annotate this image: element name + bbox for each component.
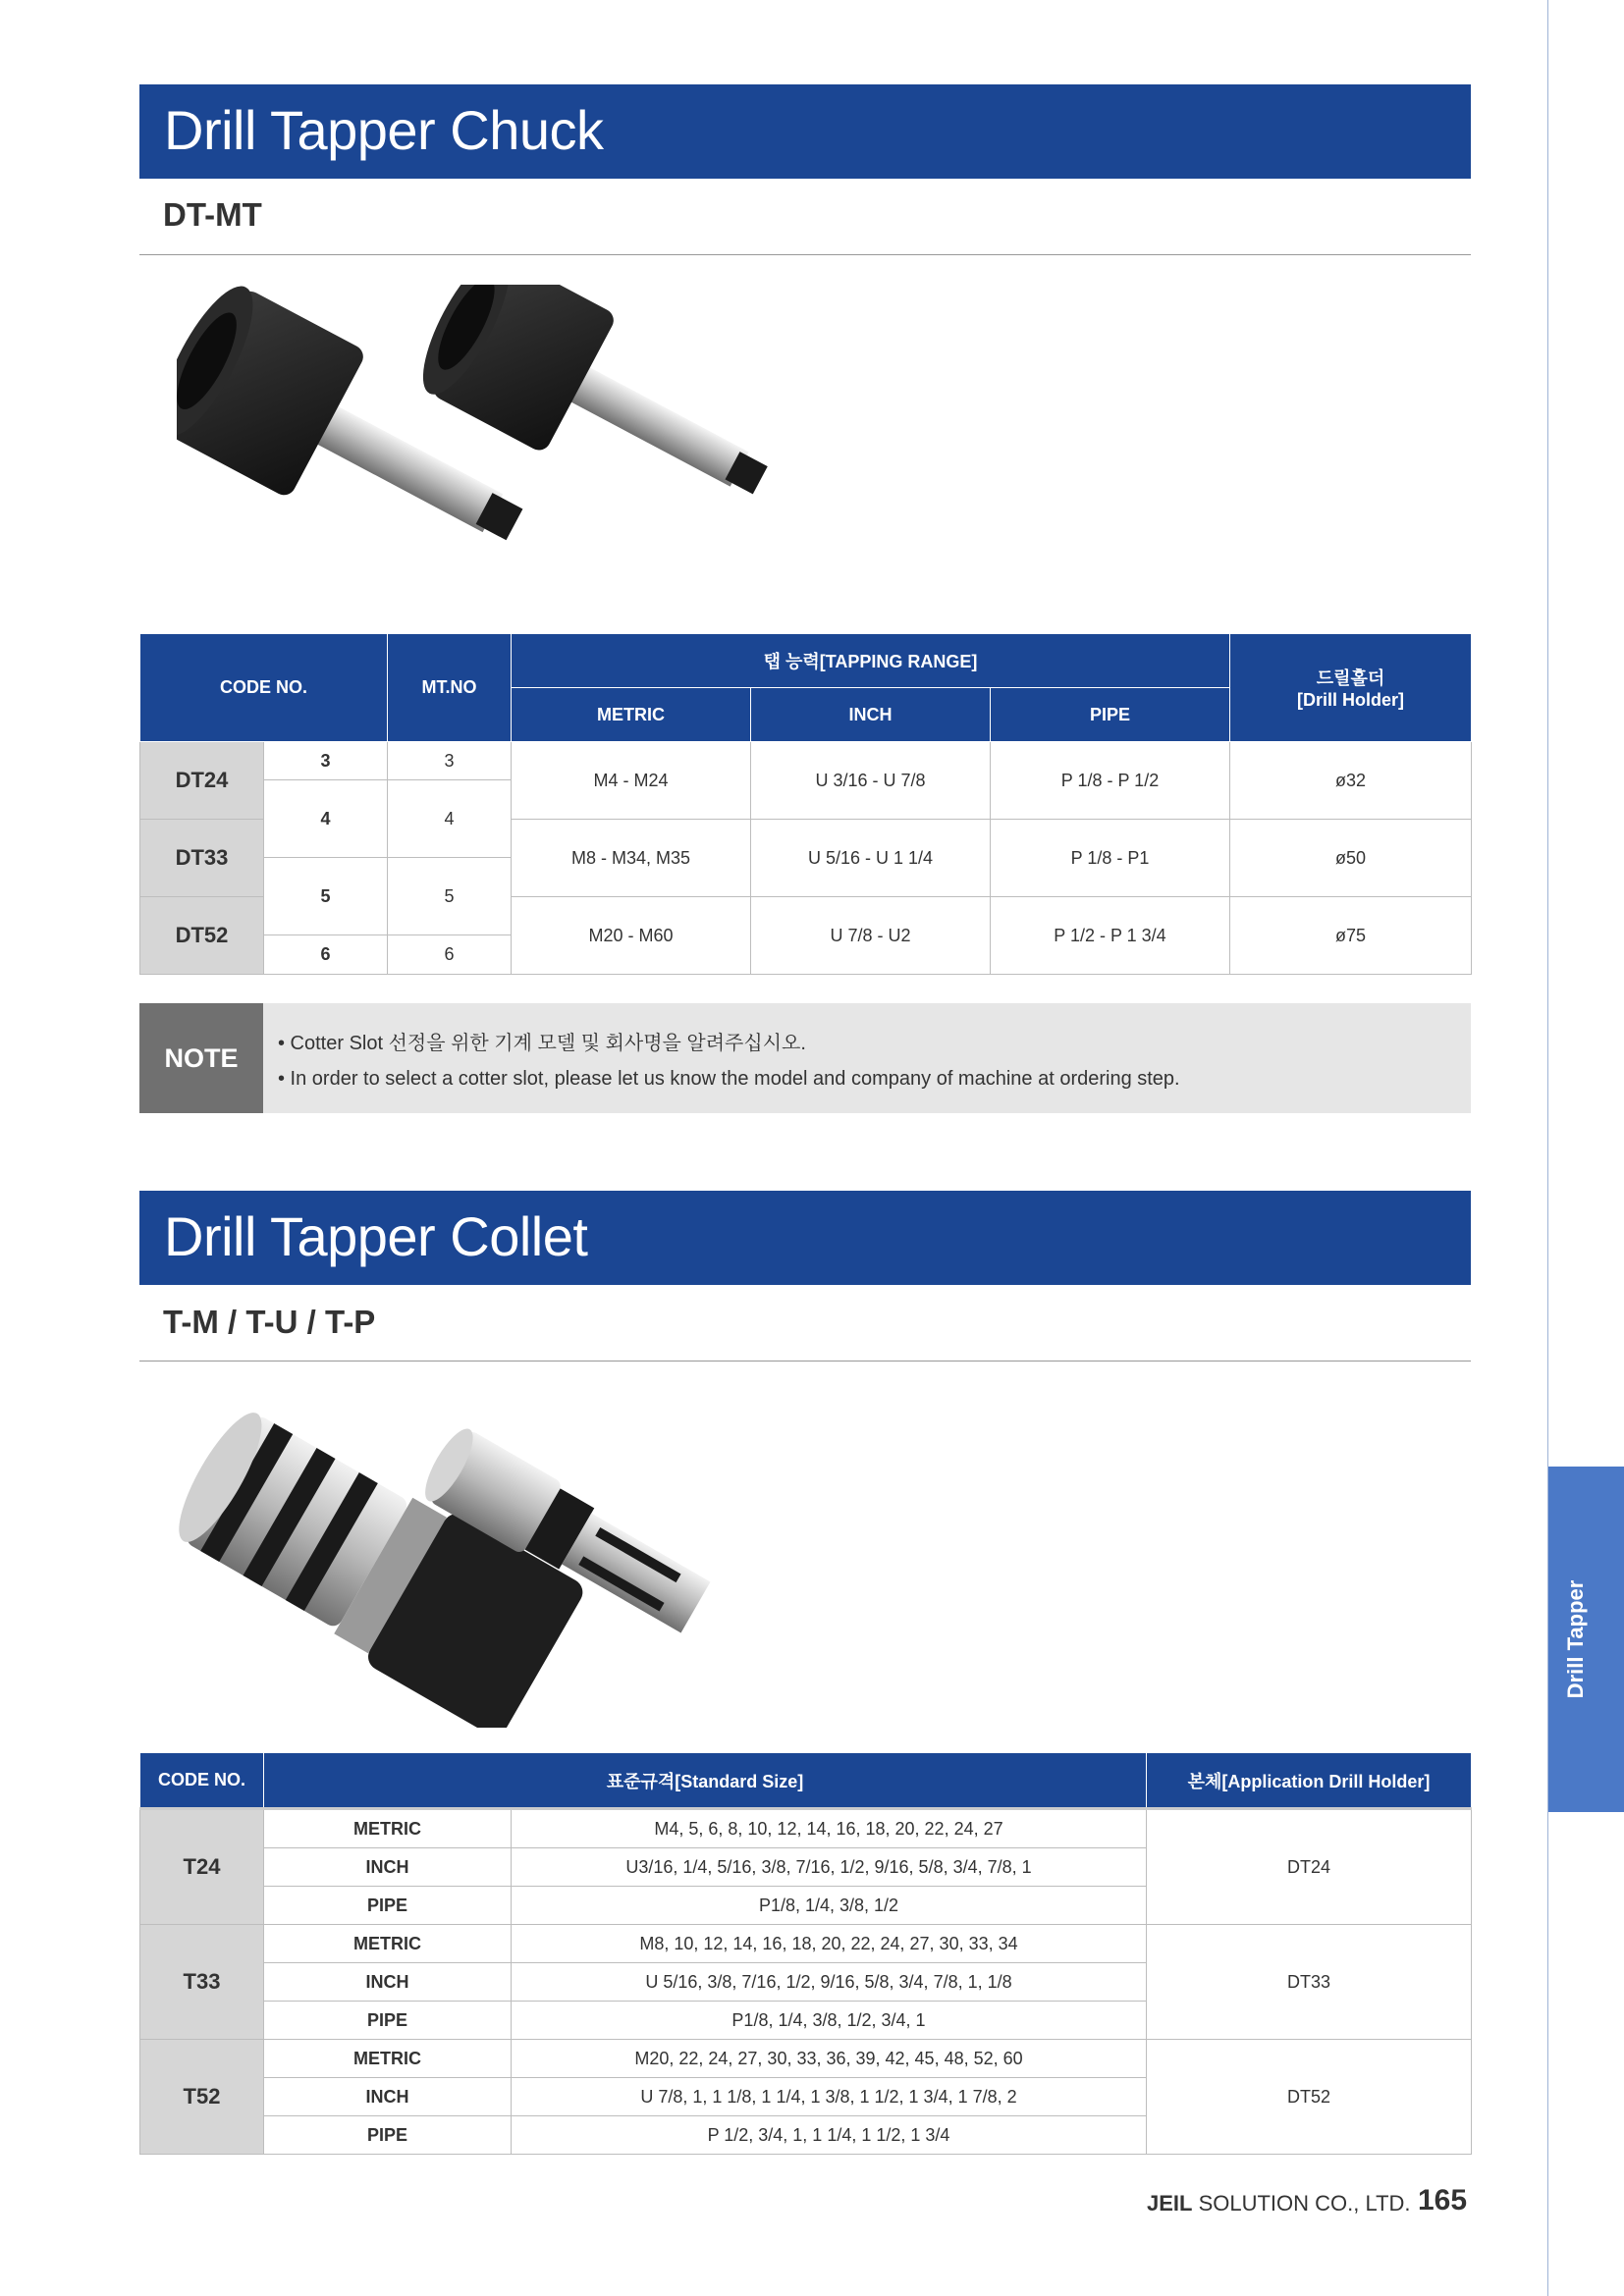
- size-type: INCH: [264, 2078, 512, 2116]
- header-mt-no: MT.NO: [388, 634, 512, 742]
- holder-cell: DT52: [1147, 2040, 1472, 2155]
- pipe-cell: P 1/8 - P1: [991, 820, 1230, 897]
- size-list: M8, 10, 12, 14, 16, 18, 20, 22, 24, 27, 30, 33, 34: [512, 1925, 1147, 1963]
- header-drill-holder: [1230, 634, 1472, 742]
- inch-cell: U 5/16 - U 1 1/4: [751, 820, 991, 897]
- margin-line: [1547, 0, 1548, 2296]
- holder-cell: ø75: [1230, 897, 1472, 975]
- metric-cell: M4 - M24: [512, 742, 751, 820]
- holder-cell: DT33: [1147, 1925, 1472, 2040]
- mt-cell: 4: [388, 780, 512, 858]
- collet-spec-table: [139, 1752, 1472, 2155]
- size-type: METRIC: [264, 1925, 512, 1963]
- section-title: Drill Tapper Collet: [164, 1205, 588, 1267]
- size-type: PIPE: [264, 2002, 512, 2040]
- chuck-spec-table: [139, 633, 1472, 975]
- section-banner-chuck: [139, 84, 1471, 179]
- row-code: T33: [140, 1925, 264, 2040]
- size-type: PIPE: [264, 2116, 512, 2155]
- section-subtitle: DT-MT: [163, 196, 262, 233]
- size-type: INCH: [264, 1963, 512, 2002]
- metric-cell: M8 - M34, M35: [512, 820, 751, 897]
- divider: [139, 1361, 1471, 1362]
- header-application-holder: 본체[Application Drill Holder]: [1147, 1753, 1472, 1809]
- row-code: T24: [140, 1809, 264, 1925]
- size-type: INCH: [264, 1848, 512, 1887]
- mt-cell: 5: [388, 858, 512, 935]
- holder-cell: DT24: [1147, 1809, 1472, 1925]
- header-drill-holder-en: [Drill Holder]: [1296, 690, 1404, 710]
- company-name-bold: JEIL: [1147, 2191, 1193, 2216]
- holder-cell: ø50: [1230, 820, 1472, 897]
- header-standard-size: 표준규격[Standard Size]: [264, 1753, 1147, 1809]
- section-subtitle: T-M / T-U / T-P: [163, 1304, 376, 1340]
- divider: [139, 254, 1471, 255]
- header-pipe: PIPE: [991, 688, 1230, 742]
- row-code: DT52: [140, 897, 264, 975]
- header-tapping-range: 탭 능력[TAPPING RANGE]: [512, 634, 1230, 688]
- mt-cell: 6: [388, 935, 512, 975]
- holder-cell: ø32: [1230, 742, 1472, 820]
- company-name-rest: SOLUTION CO., LTD.: [1192, 2191, 1411, 2216]
- header-inch: INCH: [751, 688, 991, 742]
- size-list: U 5/16, 3/8, 7/16, 1/2, 9/16, 5/8, 3/4, 7/8, 1, 1/8: [512, 1963, 1147, 2002]
- mt-cell: 5: [264, 858, 388, 935]
- drill-tapper-collet-image: [172, 1404, 800, 1728]
- inch-cell: U 3/16 - U 7/8: [751, 742, 991, 820]
- side-tab-label: Drill Tapper: [1563, 1579, 1588, 1699]
- header-code-no: CODE NO.: [140, 1753, 264, 1809]
- note-box: [139, 1003, 1471, 1113]
- mt-cell: 4: [264, 780, 388, 858]
- mt-cell: 3: [264, 742, 388, 780]
- row-code: DT33: [140, 820, 264, 897]
- size-list: P 1/2, 3/4, 1, 1 1/4, 1 1/2, 1 3/4: [512, 2116, 1147, 2155]
- drill-tapper-chuck-image: [177, 285, 825, 609]
- header-metric: METRIC: [512, 688, 751, 742]
- section-banner-collet: [139, 1191, 1471, 1285]
- size-list: M20, 22, 24, 27, 30, 33, 36, 39, 42, 45, 48, 52, 60: [512, 2040, 1147, 2078]
- metric-cell: M20 - M60: [512, 897, 751, 975]
- size-type: METRIC: [264, 2040, 512, 2078]
- size-list: M4, 5, 6, 8, 10, 12, 14, 16, 18, 20, 22, 24, 27: [512, 1809, 1147, 1848]
- section-title: Drill Tapper Chuck: [164, 99, 604, 161]
- company-name: [1147, 2191, 1411, 2216]
- size-list: U3/16, 1/4, 5/16, 3/8, 7/16, 1/2, 9/16, 5/8, 3/4, 7/8, 1: [512, 1848, 1147, 1887]
- mt-cell: 6: [264, 935, 388, 975]
- size-list: P1/8, 1/4, 3/8, 1/2: [512, 1887, 1147, 1925]
- pipe-cell: P 1/8 - P 1/2: [991, 742, 1230, 820]
- inch-cell: U 7/8 - U2: [751, 897, 991, 975]
- note-line: • In order to select a cotter slot, please let us know the model and company of machine at ordering step.: [278, 1068, 1180, 1090]
- row-code: DT24: [140, 742, 264, 820]
- note-line: • Cotter Slot 선정을 위한 기계 모델 및 회사명을 알려주십시오.: [278, 1033, 806, 1054]
- header-drill-holder-ko: 드릴홀더: [1316, 668, 1385, 688]
- size-type: PIPE: [264, 1887, 512, 1925]
- size-list: U 7/8, 1, 1 1/8, 1 1/4, 1 3/8, 1 1/2, 1 3/4, 1 7/8, 2: [512, 2078, 1147, 2116]
- page-number: 165: [1418, 2184, 1468, 2216]
- note-label: NOTE: [139, 1003, 263, 1113]
- pipe-cell: P 1/2 - P 1 3/4: [991, 897, 1230, 975]
- row-code: T52: [140, 2040, 264, 2155]
- size-type: METRIC: [264, 1809, 512, 1848]
- header-code-no: CODE NO.: [140, 634, 388, 742]
- mt-cell: 3: [388, 742, 512, 780]
- size-list: P1/8, 1/4, 3/8, 1/2, 3/4, 1: [512, 2002, 1147, 2040]
